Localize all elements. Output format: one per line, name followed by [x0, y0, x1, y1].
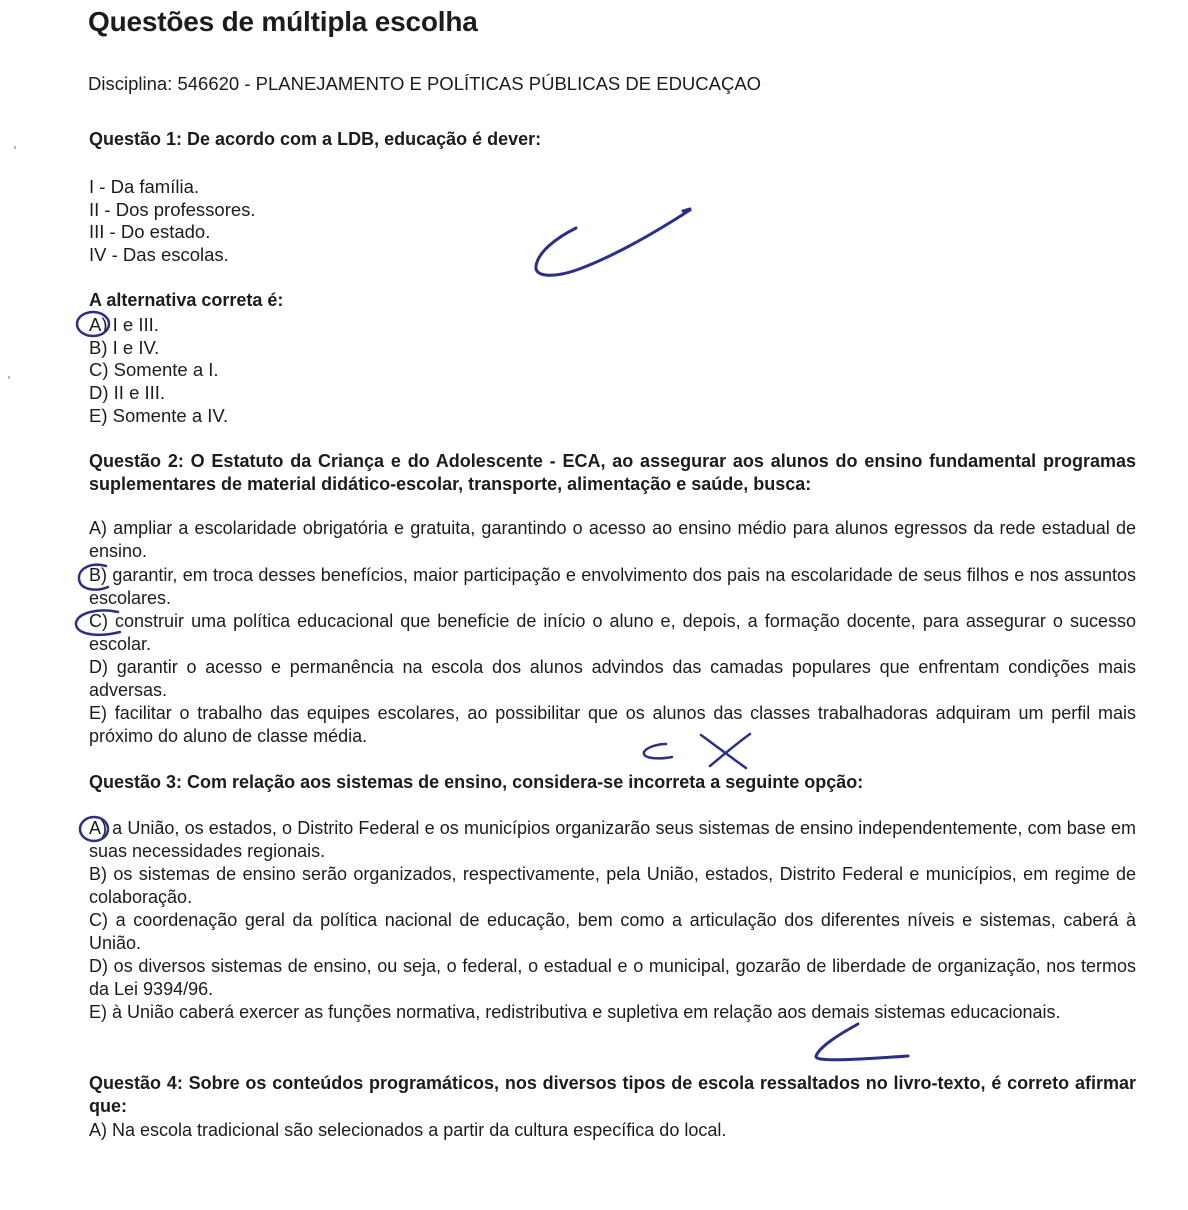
- option-letter: D): [89, 382, 109, 403]
- option-text: os sistemas de ensino serão organizados, respectivamente, pela União, estados, Distrito Federal e municípios, em regime de colaboração.: [89, 864, 1136, 907]
- q3-option-c: [89, 909, 1136, 955]
- option-letter: B): [89, 864, 107, 884]
- q1-statement-1: I - Da família.: [89, 176, 199, 197]
- option-letter: E): [89, 405, 108, 426]
- page-title: Questões de múltipla escolha: [88, 6, 478, 37]
- q1-option-b: [89, 336, 159, 359]
- option-text: a União, os estados, o Distrito Federal e os municípios organizarão seus sistemas de ensino independentemente, com base em suas necessidades regionais.: [89, 818, 1136, 861]
- option-text: Somente a I.: [108, 359, 219, 380]
- checkmark-q3: [816, 1024, 908, 1060]
- option-letter: C): [89, 910, 108, 930]
- option-text: construir uma política educacional que beneficie de início o aluno e, depois, a formação docente, para assegurar o sucesso escolar.: [89, 611, 1136, 654]
- q2-option-b: [89, 564, 1136, 610]
- option-text: Na escola tradicional são selecionados a partir da cultura específica do local.: [107, 1120, 727, 1140]
- option-letter: D): [89, 956, 108, 976]
- q1-option-e: [89, 404, 228, 427]
- option-text: facilitar o trabalho das equipes escolares, ao possibilitar que os alunos das classes trabalhadoras adquiram um perfil mais próximo do aluno de classe média.: [89, 703, 1136, 746]
- option-letter: D): [89, 657, 108, 677]
- option-text: os diversos sistemas de ensino, ou seja, o federal, o estadual e o municipal, gozarão de liberdade de organização, nos termos da Lei 9394/96.: [89, 956, 1136, 999]
- question-1-heading: Questão 1: De acordo com a LDB, educação é dever:: [89, 129, 542, 149]
- question-4-heading: Questão 4: Sobre os conteúdos programáticos, nos diversos tipos de escola ressaltados no livro-texto, é correto afirmar que:: [89, 1073, 1136, 1116]
- q1-prompt: A alternativa correta é:: [89, 290, 284, 310]
- q3-option-d: [89, 955, 1136, 1001]
- q3-option-b: [89, 863, 1136, 909]
- option-letter: A): [89, 818, 107, 838]
- option-text: II e III.: [108, 382, 166, 403]
- scan-speck: [14, 146, 16, 149]
- question-2-heading: Questão 2: O Estatuto da Criança e do Adolescente - ECA, ao assegurar aos alunos do ensino fundamental programas suplementares de material didático-escolar, transporte, alimentação e saúde, busca:: [89, 451, 1136, 494]
- q2-option-a: [89, 517, 1136, 563]
- checkmark-q1-tail: [683, 209, 690, 211]
- option-letter: E): [89, 703, 107, 723]
- option-text: a coordenação geral da política nacional de educação, bem como a articulação dos diferentes níveis e sistemas, caberá à União.: [89, 910, 1136, 953]
- q3-option-a: [89, 817, 1136, 863]
- subject-line: Disciplina: 546620 - PLANEJAMENTO E POLÍTICAS PÚBLICAS DE EDUCAÇAO: [88, 73, 762, 94]
- q1-option-a: [89, 313, 159, 336]
- q2-option-c: [89, 610, 1136, 656]
- option-text: I e IV.: [107, 337, 160, 358]
- option-text: garantir, em troca desses benefícios, maior participação e envolvimento dos pais na escolaridade de seus filhos e nos assuntos escolares.: [89, 565, 1136, 608]
- q1-statement-3: III - Do estado.: [89, 221, 211, 242]
- q4-option-a: [89, 1119, 1136, 1142]
- option-text: I e III.: [107, 314, 159, 335]
- option-text: garantir o acesso e permanência na escola dos alunos advindos das camadas populares que enfrentam condições mais adversas.: [89, 657, 1136, 700]
- option-letter: A): [89, 518, 107, 538]
- scan-speck: [8, 376, 10, 379]
- question-3-heading: Questão 3: Com relação aos sistemas de ensino, considera-se incorreta a seguinte opção:: [89, 772, 864, 792]
- q1-statement-4: IV - Das escolas.: [89, 244, 229, 265]
- q1-option-c: [89, 358, 219, 381]
- option-letter: B): [89, 565, 107, 585]
- option-text: à União caberá exercer as funções normativa, redistributiva e supletiva em relação aos demais sistemas educacionais.: [107, 1002, 1061, 1022]
- q2-option-e: [89, 702, 1136, 748]
- q2-option-d: [89, 656, 1136, 702]
- option-text: Somente a IV.: [107, 405, 229, 426]
- checkmark-q1: [536, 210, 690, 275]
- q3-option-e: [89, 1001, 1136, 1024]
- option-letter: A): [89, 1120, 107, 1140]
- option-text: ampliar a escolaridade obrigatória e gratuita, garantindo o acesso ao ensino médio para alunos egressos da rede estadual de ensino.: [89, 518, 1136, 561]
- option-letter: B): [89, 337, 108, 358]
- option-letter: A): [89, 314, 108, 335]
- option-letter: C): [89, 611, 108, 631]
- option-letter: C): [89, 359, 109, 380]
- option-letter: E): [89, 1002, 107, 1022]
- q1-statement-2: II - Dos professores.: [89, 199, 256, 220]
- q1-option-d: [89, 381, 165, 404]
